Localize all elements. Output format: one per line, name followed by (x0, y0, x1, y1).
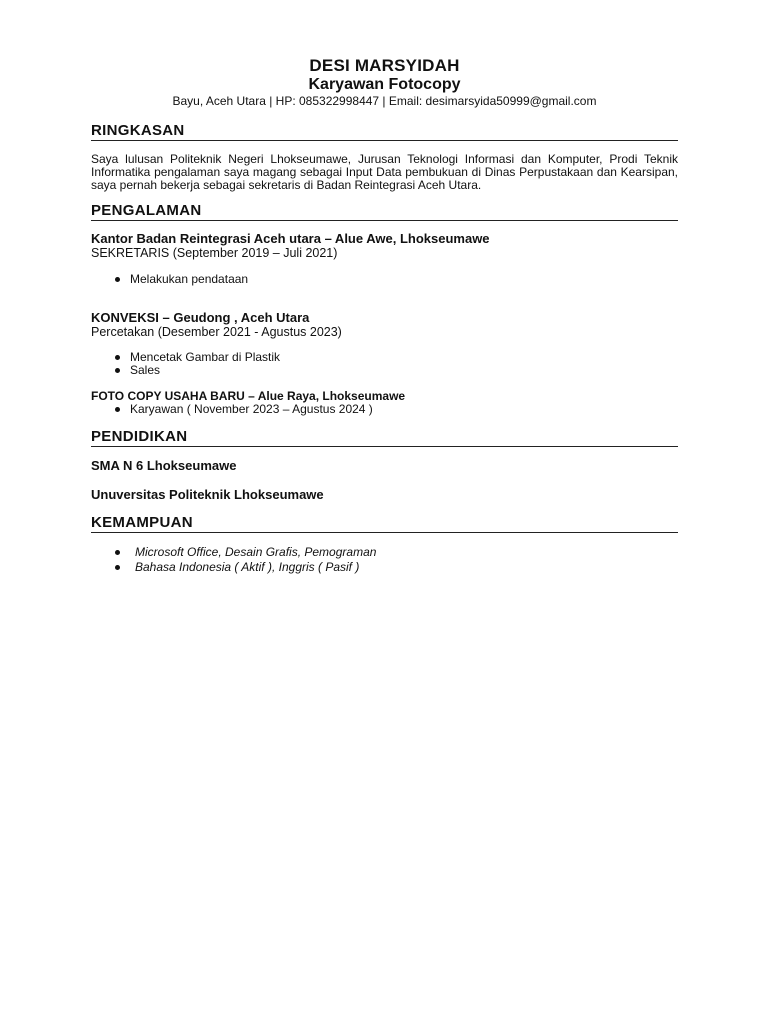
contact-line: Bayu, Aceh Utara | HP: 085322998447 | Email: desimarsyida50999@gmail.com (172, 94, 597, 108)
job-subtitle: Percetakan (Desember 2021 - Agustus 2023) (91, 325, 342, 339)
resume-page (91, 56, 678, 575)
education-heading: PENDIDIKAN (91, 428, 678, 447)
skills-heading: KEMAMPUAN (91, 514, 678, 533)
job-title: FOTO COPY USAHA BARU – Alue Raya, Lhokseumawe (91, 389, 406, 403)
job-duty-item: Karyawan ( November 2023 – Agustus 2024 ) (91, 403, 678, 416)
resume-name: DESI MARSYIDAH (309, 56, 460, 75)
education-item: SMA N 6 Lhokseumawe (91, 458, 237, 473)
job-subtitle: SEKRETARIS (September 2019 – Juli 2021) (91, 246, 338, 260)
job-duty-item: Sales (91, 364, 678, 377)
job-duties (91, 403, 678, 416)
job-duties (91, 273, 678, 286)
education-item: Unuversitas Politeknik Lhokseumawe (91, 487, 324, 502)
skill-item: Bahasa Indonesia ( Aktif ), Inggris ( Pasif ) (91, 560, 678, 575)
job-item (91, 310, 678, 377)
experience-heading: PENGALAMAN (91, 202, 678, 221)
summary-heading: RINGKASAN (91, 122, 678, 141)
job-title: Kantor Badan Reintegrasi Aceh utara – Alue Awe, Lhokseumawe (91, 231, 490, 246)
job-duty-item: Mencetak Gambar di Plastik (91, 351, 678, 364)
job-duties (91, 351, 678, 377)
skills-list (91, 545, 678, 575)
job-duty-item: Melakukan pendataan (91, 273, 678, 286)
job-item (91, 231, 678, 286)
job-title: KONVEKSI – Geudong , Aceh Utara (91, 310, 310, 325)
resume-role: Karyawan Fotocopy (308, 76, 461, 93)
skill-item: Microsoft Office, Desain Grafis, Pemograman (91, 545, 678, 560)
job-item (91, 389, 678, 416)
summary-text: Saya lulusan Politeknik Negeri Lhokseumawe, Jurusan Teknologi Informasi dan Komputer, Prodi Teknik Informatika pengalaman saya magang sebagai Input Data pembukuan di Dinas Perpustakaan dan Kearsipan, saya pernah bekerja sebagai sekretaris di Badan Reintegrasi Aceh Utara. (91, 152, 678, 192)
